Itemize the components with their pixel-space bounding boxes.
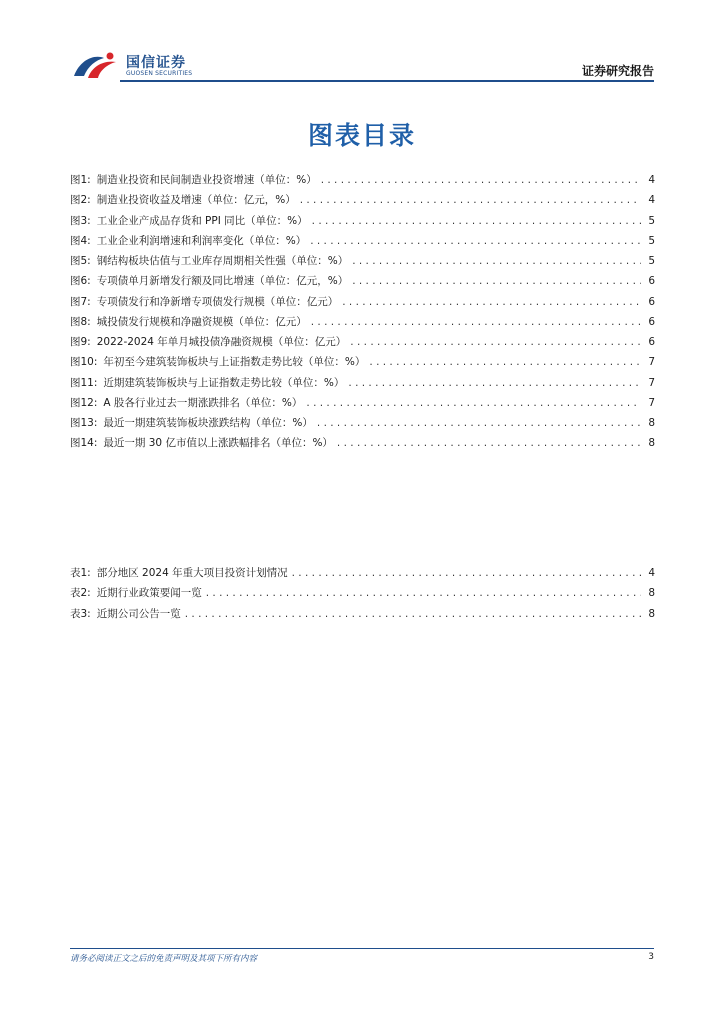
toc-dot-leader bbox=[369, 352, 641, 372]
figure-toc-entry[interactable] bbox=[70, 332, 655, 352]
figure-toc-entry[interactable] bbox=[70, 231, 655, 251]
toc-entry-page: 6 bbox=[648, 336, 655, 348]
toc-dot-leader bbox=[311, 312, 641, 332]
table-toc-entry[interactable] bbox=[70, 563, 655, 583]
toc-entry-label: 图8: bbox=[70, 315, 91, 328]
footer-disclaimer: 请务必阅读正文之后的免责声明及其项下所有内容 bbox=[70, 954, 258, 964]
toc-entry-page: 7 bbox=[648, 376, 655, 389]
toc-dot-leader bbox=[312, 211, 641, 231]
table-toc-entry[interactable] bbox=[70, 583, 655, 603]
toc-entry-title: 最近一期建筑装饰板块涨跌结构（单位：%） bbox=[103, 417, 313, 429]
toc-entry-title: 近期公司公告一览 bbox=[96, 607, 181, 620]
toc-dot-leader bbox=[300, 190, 641, 210]
figure-toc-entry[interactable] bbox=[70, 251, 655, 271]
toc-entry-page: 4 bbox=[648, 194, 655, 207]
toc-entry-title: 城投债发行规模和净融资规模（单位：亿元） bbox=[96, 315, 307, 328]
toc-entry-page: 5 bbox=[648, 214, 655, 227]
toc-entry-title: 近期行业政策要闻一览 bbox=[96, 587, 202, 600]
page-title: 图表目录 bbox=[307, 121, 416, 150]
toc-entry-label: 表3: bbox=[70, 607, 91, 620]
toc-entry-label: 图12: bbox=[70, 396, 98, 409]
logo-text-cn: 国信证券 bbox=[126, 55, 186, 71]
figure-list bbox=[70, 170, 655, 454]
toc-entry-page: 5 bbox=[648, 234, 655, 247]
figure-toc-entry[interactable] bbox=[70, 211, 655, 231]
toc-entry-label: 图6: bbox=[70, 275, 91, 288]
toc-dot-leader bbox=[185, 604, 641, 624]
toc-entry-page: 7 bbox=[648, 396, 655, 409]
logo-text-en: GUOSEN SECURITIES bbox=[126, 70, 193, 77]
toc-entry-page: 7 bbox=[648, 356, 655, 369]
toc-dot-leader bbox=[321, 170, 641, 190]
toc-entry-label: 表2: bbox=[70, 587, 91, 600]
toc-dot-leader bbox=[348, 373, 641, 393]
page-header bbox=[0, 0, 724, 84]
toc-entry-label: 图4: bbox=[70, 234, 91, 247]
figure-toc-entry[interactable] bbox=[70, 352, 655, 372]
figure-toc-entry[interactable] bbox=[70, 190, 655, 210]
figure-toc-entry[interactable] bbox=[70, 271, 655, 291]
toc-entry-title: 专项债单月新增发行额及同比增速（单位：亿元，%） bbox=[96, 275, 349, 288]
table-list bbox=[70, 563, 655, 624]
toc-entry-page: 8 bbox=[648, 437, 655, 450]
toc-entry-label: 图11: bbox=[70, 376, 98, 389]
toc-entry-title: 制造业投资和民间制造业投资增速（单位：%） bbox=[96, 174, 317, 186]
toc-entry-label: 图7: bbox=[70, 295, 91, 308]
toc-entry-title: 钢结构板块估值与工业库存周期相关性强（单位：%） bbox=[96, 255, 349, 267]
figure-toc-entry[interactable] bbox=[70, 393, 655, 413]
footer-page-number: 3 bbox=[648, 952, 654, 962]
toc-dot-leader bbox=[350, 332, 641, 352]
toc-dot-leader bbox=[352, 251, 641, 271]
toc-dot-leader bbox=[337, 433, 641, 453]
toc-entry-label: 图10: bbox=[70, 356, 98, 369]
figure-toc-entry[interactable] bbox=[70, 170, 655, 190]
toc-dot-leader bbox=[310, 231, 641, 251]
footer-divider bbox=[70, 948, 654, 949]
toc-entry-page: 4 bbox=[648, 174, 655, 186]
header-divider bbox=[120, 80, 654, 82]
report-type-label: 证券研究报告 bbox=[581, 64, 654, 78]
toc-entry-page: 8 bbox=[648, 607, 655, 620]
toc-entry-page: 5 bbox=[648, 255, 655, 267]
toc-dot-leader bbox=[306, 393, 641, 413]
toc-entry-title: 专项债发行和净新增专项债发行规模（单位：亿元） bbox=[96, 295, 339, 308]
figure-toc-entry[interactable] bbox=[70, 373, 655, 393]
figure-toc-entry[interactable] bbox=[70, 312, 655, 332]
toc-entry-title: 最近一期 30 亿市值以上涨跌幅排名（单位：%） bbox=[103, 437, 333, 450]
toc-dot-leader bbox=[206, 583, 641, 603]
toc-entry-title: 部分地区 2024 年重大项目投资计划情况 bbox=[96, 567, 288, 579]
table-toc-entry[interactable] bbox=[70, 604, 655, 624]
toc-entry-page: 8 bbox=[648, 417, 655, 429]
toc-entry-page: 6 bbox=[648, 295, 655, 308]
toc-entry-label: 图14: bbox=[70, 437, 98, 450]
company-logo bbox=[70, 50, 200, 82]
toc-entry-page: 6 bbox=[648, 315, 655, 328]
toc-entry-label: 表1: bbox=[70, 567, 91, 579]
toc-dot-leader bbox=[342, 292, 641, 312]
toc-entry-title: 工业企业利润增速和利润率变化（单位：%） bbox=[96, 234, 307, 247]
guosen-logo-icon bbox=[70, 50, 122, 82]
toc-entry-title: A 股各行业过去一期涨跌排名（单位：%） bbox=[103, 396, 303, 409]
toc-entry-title: 2022-2024 年单月城投债净融资规模（单位：亿元） bbox=[96, 336, 347, 348]
toc-entry-label: 图2: bbox=[70, 194, 91, 207]
toc-entry-title: 制造业投资收益及增速（单位：亿元，%） bbox=[96, 194, 296, 207]
toc-dot-leader bbox=[352, 271, 641, 291]
toc-entry-page: 4 bbox=[648, 567, 655, 579]
toc-dot-leader bbox=[317, 413, 641, 433]
toc-entry-page: 8 bbox=[648, 587, 655, 600]
figure-toc-entry[interactable] bbox=[70, 292, 655, 312]
toc-dot-leader bbox=[292, 563, 641, 583]
toc-entry-label: 图5: bbox=[70, 255, 91, 267]
toc-entry-page: 6 bbox=[648, 275, 655, 288]
figure-toc-entry[interactable] bbox=[70, 433, 655, 453]
toc-entry-title: 年初至今建筑装饰板块与上证指数走势比较（单位：%） bbox=[103, 356, 366, 369]
toc-entry-label: 图13: bbox=[70, 417, 98, 429]
toc-entry-title: 近期建筑装饰板块与上证指数走势比较（单位：%） bbox=[103, 376, 345, 389]
toc-entry-title: 工业企业产成品存货和 PPI 同比（单位：%） bbox=[96, 214, 308, 227]
toc-entry-label: 图3: bbox=[70, 214, 91, 227]
toc-entry-label: 图9: bbox=[70, 336, 91, 348]
figure-toc-entry[interactable] bbox=[70, 413, 655, 433]
toc-entry-label: 图1: bbox=[70, 174, 91, 186]
